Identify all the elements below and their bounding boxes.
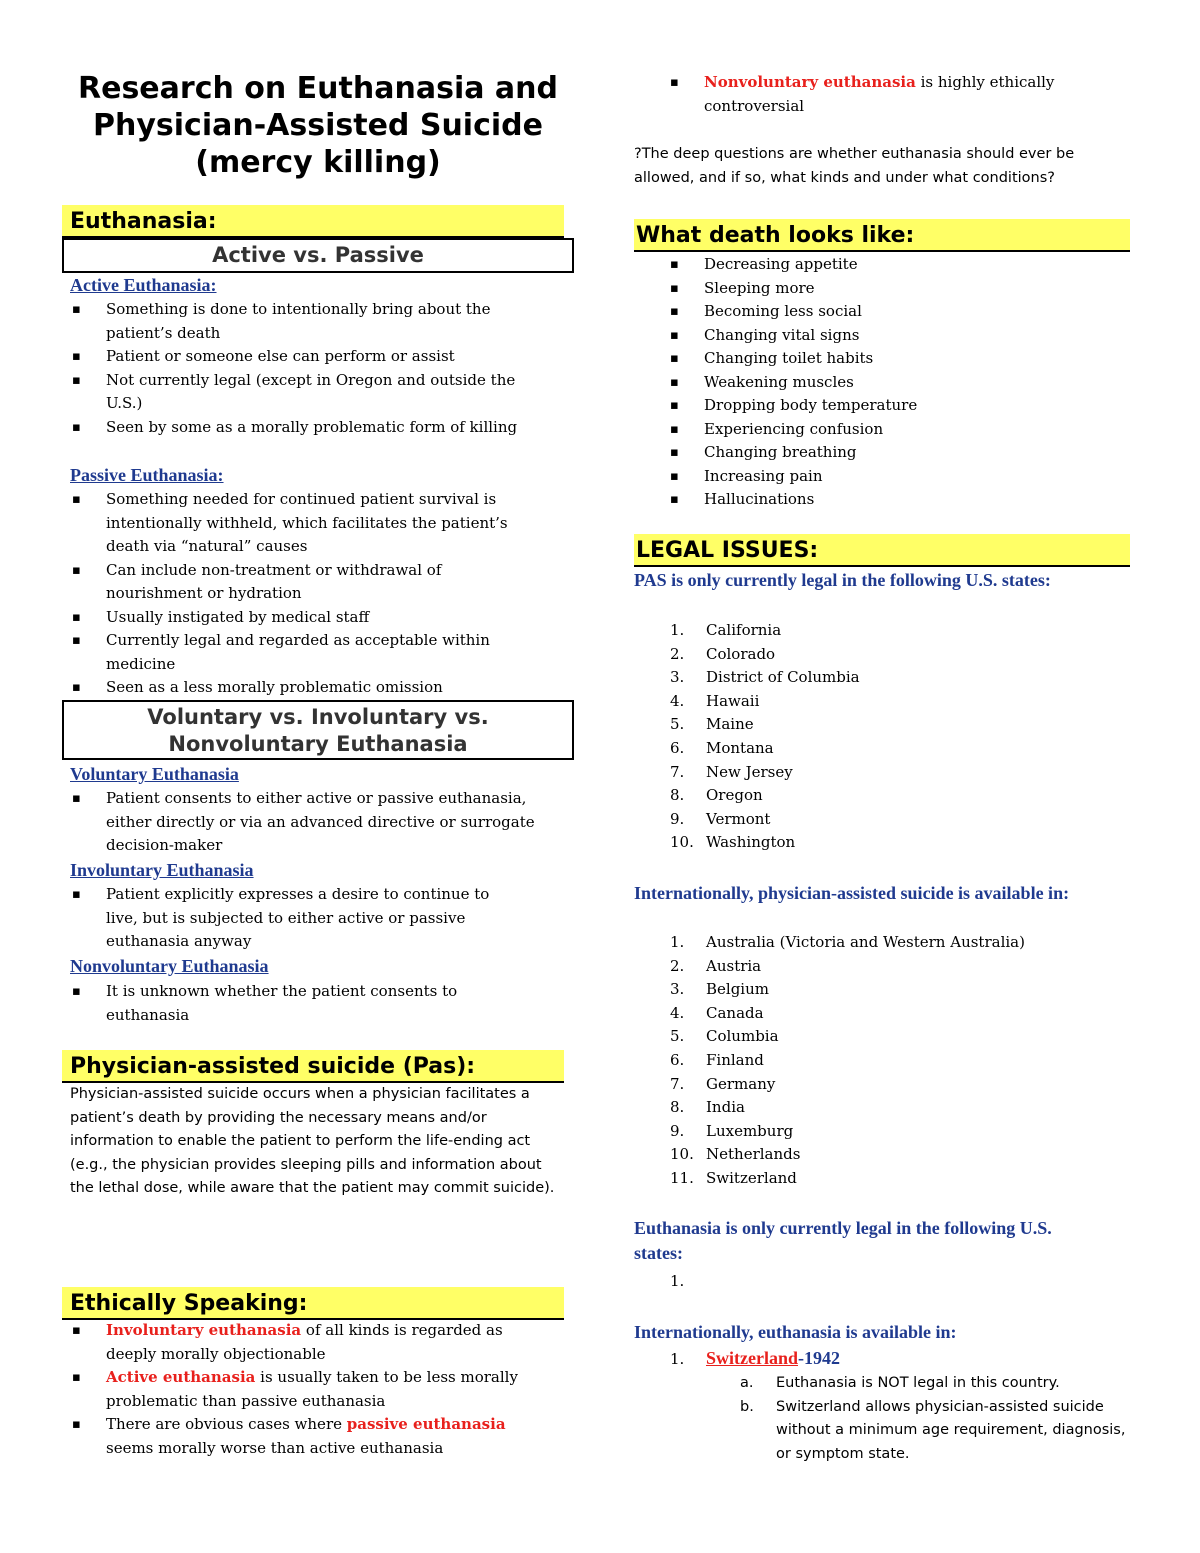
pas-text: Physician-assisted suicide occurs when a physician facilitates a patient’s death by providing the necessary means and/or information to enable the patient to perform the life-ending act (e.g., the physician provides sleeping pills and information about the lethal dose, while aware that the patient may commit suicide). <box>70 1086 555 1196</box>
nonvoluntary-euthanasia-label: Nonvoluntary Euthanasia <box>70 956 269 976</box>
list-item: b. Switzerland allows physician-assisted suicide without a minimum age requirement, diagnosis, or symptom state. <box>740 1398 1126 1462</box>
pas-intl-label: Internationally, physician-assisted suicide is available in: <box>634 883 1070 903</box>
euth-intl-label: Internationally, euthanasia is available in: <box>634 1322 957 1342</box>
death-heading: What death looks like: <box>634 219 1130 252</box>
pas-us-list <box>634 619 1130 855</box>
list-item: ▪ Dropping body temperature <box>634 394 1130 418</box>
red-term: passive euthanasia <box>346 1415 506 1433</box>
list-item: ▪ Involuntary euthanasia of all kinds is regarded as deeply morally objectionable <box>28 1319 528 1366</box>
pas-us-label: PAS is only currently legal in the following U.S. states: <box>634 570 1051 590</box>
list-item: ▪ Decreasing appetite <box>634 253 1130 277</box>
list-item: ▪ Patient consents to either active or passive euthanasia, either directly or via an advanced directive or surrogate decision-maker <box>28 787 536 858</box>
deep-question: ?The deep questions are whether euthanasia should ever be allowed, and if so, what kinds and under what conditions? <box>634 146 1075 186</box>
red-term: Involuntary euthanasia <box>106 1321 302 1339</box>
list-item: ▪ There are obvious cases where passive euthanasia seems morally worse than active euthanasia <box>28 1413 528 1460</box>
list-item: 7. New Jersey <box>670 762 793 781</box>
pas-heading: Physician-assisted suicide (Pas): <box>62 1050 564 1083</box>
list-item: 10. Netherlands <box>670 1145 801 1164</box>
voluntary-euthanasia-label: Voluntary Euthanasia <box>70 764 239 784</box>
euth-us-empty-item: 1. <box>670 1272 685 1290</box>
list-item: ▪ Active euthanasia is usually taken to be less morally problematic than passive euthanasia <box>28 1366 528 1413</box>
list-item: 7. Germany <box>670 1074 776 1093</box>
list-item: ▪ Seen as a less morally problematic omission <box>28 676 536 700</box>
list-item: 2. Colorado <box>670 644 776 663</box>
list-item: 9. Luxemburg <box>670 1121 794 1140</box>
list-item: 9. Vermont <box>670 809 771 828</box>
list-item: 5. Maine <box>670 715 754 734</box>
list-item: 2. Austria <box>670 956 762 975</box>
list-item: ▪ Increasing pain <box>634 465 1130 489</box>
ethics-list <box>28 1319 528 1460</box>
list-item: ▪ Sleeping more <box>634 277 1130 301</box>
ethics-heading: Ethically Speaking: <box>62 1287 564 1320</box>
list-item: ▪ Nonvoluntary euthanasia is highly ethically controversial <box>634 71 1104 118</box>
voluntary-list <box>28 787 536 858</box>
active-euthanasia-label: Active Euthanasia: <box>70 275 217 295</box>
passive-euthanasia-label: Passive Euthanasia: <box>70 465 224 485</box>
page-title: Research on Euthanasia and Physician-Assisted Suicide (mercy killing) <box>78 71 558 180</box>
voluntary-box: Voluntary vs. Involuntary vs. Nonvoluntary Euthanasia <box>62 700 574 760</box>
list-item: ▪ Usually instigated by medical staff <box>28 606 536 630</box>
list-item: 4. Hawaii <box>670 691 760 710</box>
list-item: ▪ Patient or someone else can perform or assist <box>28 345 528 369</box>
list-item: 6. Montana <box>670 738 774 757</box>
involuntary-list <box>28 883 508 954</box>
list-item: ▪ Becoming less social <box>634 300 1130 324</box>
death-list <box>634 253 1130 512</box>
list-item: ▪ Weakening muscles <box>634 371 1130 395</box>
list-item: ▪ Changing vital signs <box>634 324 1130 348</box>
list-item: ▪ Can include non-treatment or withdrawal of nourishment or hydration <box>28 559 536 606</box>
pas-intl-list <box>634 931 1130 1191</box>
active-passive-box: Active vs. Passive <box>62 238 574 273</box>
list-item: a. Euthanasia is NOT legal in this country. <box>740 1375 1060 1391</box>
list-item: 8. India <box>670 1098 745 1117</box>
list-item: 3. District of Columbia <box>670 668 860 687</box>
list-item: ▪ Not currently legal (except in Oregon and outside the U.S.) <box>28 369 528 416</box>
list-item: 6. Finland <box>670 1050 764 1069</box>
active-list <box>28 298 528 439</box>
passive-list <box>28 488 536 700</box>
red-term: Active euthanasia <box>106 1368 256 1386</box>
list-item: 11. Switzerland <box>670 1168 797 1187</box>
list-item: 4. Canada <box>670 1003 764 1022</box>
switzerland-link[interactable]: Switzerland <box>706 1348 798 1368</box>
list-item: ▪ Patient explicitly expresses a desire to continue to live, but is subjected to either active or passive euthanasia anyway <box>28 883 508 954</box>
nonvoluntary-list <box>28 980 498 1027</box>
list-item: 5. Columbia <box>670 1027 779 1046</box>
involuntary-euthanasia-label: Involuntary Euthanasia <box>70 860 254 880</box>
list-item: ▪ Seen by some as a morally problematic form of killing <box>28 416 528 440</box>
list-item: ▪ It is unknown whether the patient consents to euthanasia <box>28 980 498 1027</box>
list-item: ▪ Changing breathing <box>634 441 1130 465</box>
ethics-list-continued <box>634 71 1104 118</box>
euth-us-label: Euthanasia is only currently legal in the following U.S. states: <box>634 1218 1052 1263</box>
list-item: ▪ Hallucinations <box>634 488 1130 512</box>
list-item: ▪ Something is done to intentionally bring about the patient’s death <box>28 298 528 345</box>
list-item: ▪ Currently legal and regarded as acceptable within medicine <box>28 629 536 676</box>
legal-heading: LEGAL ISSUES: <box>634 534 1130 567</box>
list-item: 8. Oregon <box>670 786 763 805</box>
list-item: 1. California <box>670 621 782 639</box>
red-term: Nonvoluntary euthanasia <box>704 73 916 91</box>
euthanasia-heading: Euthanasia: <box>62 205 564 238</box>
list-item: ▪ Experiencing confusion <box>634 418 1130 442</box>
list-item: ▪ Changing toilet habits <box>634 347 1130 371</box>
list-item: 1. Australia (Victoria and Western Australia) <box>670 933 1025 951</box>
list-item: ▪ Something needed for continued patient survival is intentionally withheld, which facilitates the patient’s death via “natural” causes <box>28 488 536 559</box>
euth-intl-notes <box>740 1372 1132 1466</box>
list-item: 3. Belgium <box>670 980 769 999</box>
euth-intl-item: 1. Switzerland-1942 <box>670 1348 840 1368</box>
list-item: 10. Washington <box>670 833 796 852</box>
